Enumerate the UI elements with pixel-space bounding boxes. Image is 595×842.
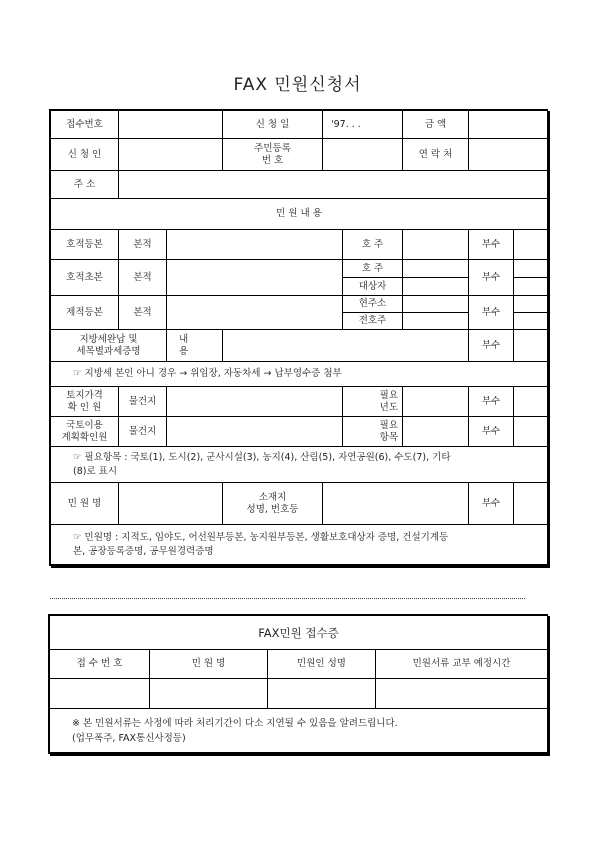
family-register-head-field[interactable]: [403, 230, 469, 260]
receipt-notice-line1: ※ 본 민원서류는 사정에 따라 처리기간이 다소 지연될 수 있음을 알려드립니다.: [72, 717, 398, 729]
head-label: 호 주: [343, 260, 403, 278]
required-items-label: [343, 417, 403, 447]
land-price-label-line1: 토지가격: [66, 389, 103, 401]
local-tax-label: [51, 330, 167, 362]
subject-label: 대상자: [343, 278, 403, 296]
former-head-label: 전호주: [343, 313, 403, 330]
petition-note-line2: 본, 공장등록증명, 공무원경력증명: [73, 545, 214, 557]
land-use-label: [51, 417, 119, 447]
land-price-copies-field[interactable]: [514, 387, 548, 417]
receipt-issue-time-field[interactable]: [376, 679, 548, 709]
required-items-note-line1: ☞ 필요항목 : 국토(1), 도시(2), 군사시설(3), 농지(4), 산림(5), 자연공원(6), 수도(7), 기타: [73, 451, 451, 463]
current-head-label: 현주소: [343, 296, 403, 313]
land-use-label-line2: 계획확인원: [61, 431, 108, 443]
head-label: 호 주: [343, 230, 403, 260]
receipt-no-field[interactable]: [50, 679, 150, 709]
removed-register-copies-field-2[interactable]: [514, 313, 548, 330]
land-price-property-field[interactable]: [167, 387, 343, 417]
removed-register-label: 제적등본: [51, 296, 119, 330]
receipt-col-receipt-no: 접 수 번 호: [50, 650, 150, 679]
domicile-label: 본적: [119, 260, 167, 296]
amount-label: 금 액: [403, 111, 469, 139]
resident-no-field[interactable]: [323, 139, 403, 171]
required-year-label-line2: 년도: [379, 401, 399, 413]
copies-label: 부수: [469, 296, 514, 330]
petition-name-label: 민 원 명: [51, 483, 119, 525]
resident-no-label-line2: 번 호: [261, 154, 284, 166]
land-use-copies-field[interactable]: [514, 417, 548, 447]
applicant-field[interactable]: [119, 139, 223, 171]
required-items-note-line2: (8)로 표시: [73, 465, 118, 477]
copies-label: 부수: [469, 417, 514, 447]
land-use-label-line1: 국토이용: [66, 419, 103, 431]
receipt-petitioner-field[interactable]: [268, 679, 376, 709]
receipt-notice: [50, 709, 548, 753]
receipt-form: [48, 614, 548, 754]
property-label: 물건지: [119, 417, 167, 447]
copies-label: 부수: [469, 483, 514, 525]
location-field[interactable]: [323, 483, 469, 525]
receipt-col-petitioner: 민원인 성명: [268, 650, 376, 679]
receipt-no-field[interactable]: [119, 111, 223, 139]
removed-register-domicile-field[interactable]: [167, 296, 343, 330]
section-header: 민 원 내 용: [51, 199, 548, 230]
copies-label: 부수: [469, 230, 514, 260]
required-items-label-line2: 항목: [379, 431, 399, 443]
local-tax-label-line1: 지방세완납 및: [79, 333, 138, 345]
copies-label: 부수: [469, 260, 514, 296]
petition-copies-field[interactable]: [514, 483, 548, 525]
receipt-col-petition-name: 민 원 명: [150, 650, 268, 679]
family-register-domicile-field[interactable]: [167, 230, 343, 260]
local-tax-copies-field[interactable]: [514, 330, 548, 362]
local-tax-note: ☞ 지방세 본인 아니 경우 → 위임장, 자동차세 → 납부영수증 첨부: [51, 362, 548, 387]
resident-no-label-line1: 주민등록: [254, 142, 291, 154]
resident-no-label: [223, 139, 323, 171]
content-label: [167, 330, 223, 362]
removed-register-former-field[interactable]: [403, 313, 469, 330]
local-tax-content-field[interactable]: [223, 330, 469, 362]
required-items-note: [51, 447, 548, 483]
family-abstract-copies-field-2[interactable]: [514, 278, 548, 296]
property-label: 물건지: [119, 387, 167, 417]
petition-note-line1: ☞ 민원명 : 지적도, 임야도, 어선원부등본, 농지원부등본, 생활보호대상자 증명, 건설기계등: [73, 531, 449, 543]
application-form: [49, 109, 548, 566]
local-tax-label-line2: 세목별과세증명: [76, 345, 141, 357]
receipt-petition-name-field[interactable]: [150, 679, 268, 709]
removed-register-current-field[interactable]: [403, 296, 469, 313]
copies-label: 부수: [469, 387, 514, 417]
family-register-label: 호적등본: [51, 230, 119, 260]
domicile-label: 본적: [119, 296, 167, 330]
page-title: FAX 민원신청서: [233, 75, 362, 95]
applicant-label: 신 청 인: [51, 139, 119, 171]
apply-date-field[interactable]: '97. . .: [323, 111, 403, 139]
address-field[interactable]: [119, 171, 548, 199]
land-use-property-field[interactable]: [167, 417, 343, 447]
land-price-label-line2: 확 인 원: [67, 401, 102, 413]
location-label-line1: 소재지: [258, 491, 287, 503]
petition-name-field[interactable]: [119, 483, 223, 525]
family-abstract-label: 호적초본: [51, 260, 119, 296]
family-register-copies-field[interactable]: [514, 230, 548, 260]
receipt-col-issue-time: 민원서류 교부 예정시간: [376, 650, 548, 679]
copies-label: 부수: [469, 330, 514, 362]
location-label: [223, 483, 323, 525]
required-year-label-line1: 필요: [379, 389, 399, 401]
petition-note: [51, 525, 548, 565]
domicile-label: 본적: [119, 230, 167, 260]
required-year-field[interactable]: [403, 387, 469, 417]
address-label: 주 소: [51, 171, 119, 199]
removed-register-copies-field[interactable]: [514, 296, 548, 313]
cut-line: [50, 598, 525, 599]
contact-label: 연 락 처: [403, 139, 469, 171]
receipt-title: FAX민원 접수증: [50, 616, 548, 650]
family-abstract-head-field[interactable]: [403, 260, 469, 278]
required-items-field[interactable]: [403, 417, 469, 447]
receipt-no-label: 접수번호: [51, 111, 119, 139]
family-abstract-subject-field[interactable]: [403, 278, 469, 296]
required-items-label-line1: 필요: [379, 419, 399, 431]
family-abstract-copies-field[interactable]: [514, 260, 548, 278]
amount-field[interactable]: [469, 111, 548, 139]
land-price-label: [51, 387, 119, 417]
family-abstract-domicile-field[interactable]: [167, 260, 343, 296]
required-year-label: [343, 387, 403, 417]
location-label-line2: 성명, 번호등: [246, 503, 299, 515]
content-label-line1: 내: [179, 333, 189, 345]
content-label-line2: 용: [179, 345, 189, 357]
contact-field[interactable]: [469, 139, 548, 171]
apply-date-label: 신 청 일: [223, 111, 323, 139]
receipt-notice-line2: (업무폭주, FAX통신사정등): [72, 732, 186, 744]
